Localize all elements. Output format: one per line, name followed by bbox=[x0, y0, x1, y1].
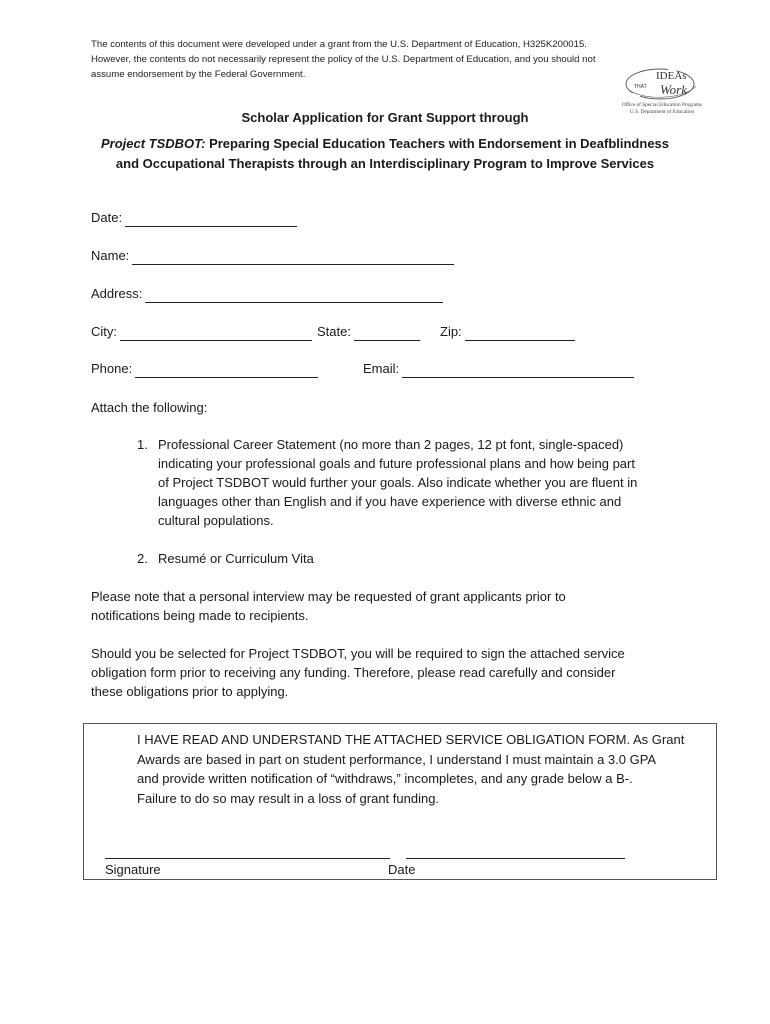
zip-input-line[interactable] bbox=[465, 326, 575, 341]
ideas-logo-icon bbox=[612, 64, 712, 104]
project-name: Project TSDBOT: bbox=[100, 136, 206, 151]
attachment-1-number: 1. bbox=[137, 437, 148, 452]
phone-input-line[interactable] bbox=[135, 363, 318, 378]
signature-date-label: Date bbox=[388, 862, 416, 877]
interview-note-line: notifications being made to recipients. bbox=[91, 608, 309, 623]
address-label: Address: bbox=[91, 286, 143, 301]
name-label: Name: bbox=[91, 248, 130, 263]
name-input-line[interactable] bbox=[132, 250, 454, 265]
signature-date-line[interactable] bbox=[406, 858, 625, 859]
date-input-line[interactable] bbox=[125, 212, 297, 227]
email-input-line[interactable] bbox=[402, 363, 634, 378]
grant-disclaimer: The contents of this document were developed under a grant from the U.S. Department of Education, H325K200015. However, the contents do not necessarily represent the policy of the U.S. Department of Education, and you should not assume endorsement by the Federal Government. bbox=[91, 39, 596, 80]
zip-label: Zip: bbox=[440, 324, 462, 339]
zip-field[interactable] bbox=[440, 323, 575, 341]
state-input-line[interactable] bbox=[354, 326, 420, 341]
logo-caption-2: U.S. Department of Education bbox=[629, 108, 695, 115]
obligation-note-line: obligation form prior to receiving any funding. Therefore, please read carefully and consider bbox=[91, 665, 616, 680]
attachment-1-line: cultural populations. bbox=[158, 513, 274, 528]
attachment-1-line: Professional Career Statement (no more than 2 pages, 12 pt font, single-spaced) bbox=[158, 437, 624, 452]
state-label: State: bbox=[317, 324, 351, 339]
attachment-1-line: languages other than English and if you have experience with diverse ethnic and bbox=[158, 494, 622, 509]
logo-line2: THAT bbox=[634, 84, 647, 90]
date-label: Date: bbox=[91, 210, 123, 225]
application-title: Scholar Application for Grant Support through bbox=[241, 110, 529, 125]
address-field[interactable] bbox=[91, 285, 443, 303]
attach-heading: Attach the following: bbox=[91, 400, 208, 415]
project-title-line-2: and Occupational Therapists through an Interdisciplinary Program to Improve Services bbox=[115, 156, 655, 171]
project-subtitle: Preparing Special Education Teachers with Endorsement in Deafblindness bbox=[205, 136, 670, 151]
acknowledgement-line: Failure to do so may result in a loss of grant funding. bbox=[137, 790, 440, 806]
interview-note bbox=[91, 587, 691, 625]
signature-label: Signature bbox=[105, 862, 161, 877]
acknowledgement-line: Awards are based in part on student performance, I understand I must maintain a 3.0 GPA bbox=[137, 751, 657, 767]
signature-line[interactable] bbox=[105, 858, 390, 859]
email-label: Email: bbox=[363, 361, 400, 376]
email-field[interactable] bbox=[363, 360, 634, 378]
attachment-2-text: Resumé or Curriculum Vita bbox=[158, 551, 314, 566]
logo-caption-1: Office of Special Education Programs bbox=[621, 102, 703, 108]
phone-field[interactable] bbox=[91, 360, 318, 378]
acknowledgement-line: I HAVE READ AND UNDERSTAND THE ATTACHED SERVICE OBLIGATION FORM. As Grant bbox=[137, 732, 685, 747]
attachment-1-line: indicating your professional goals and future professional plans and how being part bbox=[158, 456, 635, 471]
obligation-note-line: Should you be selected for Project TSDBOT, you will be required to sign the attached service bbox=[91, 646, 625, 661]
interview-note-line: Please note that a personal interview may be requested of grant applicants prior to bbox=[91, 589, 566, 604]
attachment-2-number: 2. bbox=[137, 551, 148, 566]
project-title-line-1 bbox=[0, 134, 770, 154]
obligation-note-line: these obligations prior to applying. bbox=[91, 684, 289, 699]
attachment-1-line: of Project TSDBOT would further your goals. Also indicate whether you are fluent in bbox=[158, 475, 638, 490]
logo-line1: IDEAs bbox=[656, 70, 687, 82]
city-label: City: bbox=[91, 324, 117, 339]
phone-label: Phone: bbox=[91, 361, 133, 376]
city-input-line[interactable] bbox=[120, 326, 312, 341]
project-title bbox=[0, 134, 770, 174]
name-field[interactable] bbox=[91, 247, 454, 265]
date-field[interactable] bbox=[91, 209, 297, 227]
acknowledgement-line: and provide written notification of “withdraws,” incompletes, and any grade below a B-. bbox=[137, 771, 633, 786]
state-field[interactable] bbox=[317, 323, 420, 341]
acknowledgement-text bbox=[137, 730, 697, 808]
attachment-1-text bbox=[158, 435, 698, 530]
obligation-note bbox=[91, 644, 731, 701]
logo-line3: Work bbox=[660, 82, 687, 97]
address-input-line[interactable] bbox=[145, 288, 443, 303]
city-field[interactable] bbox=[91, 323, 312, 341]
